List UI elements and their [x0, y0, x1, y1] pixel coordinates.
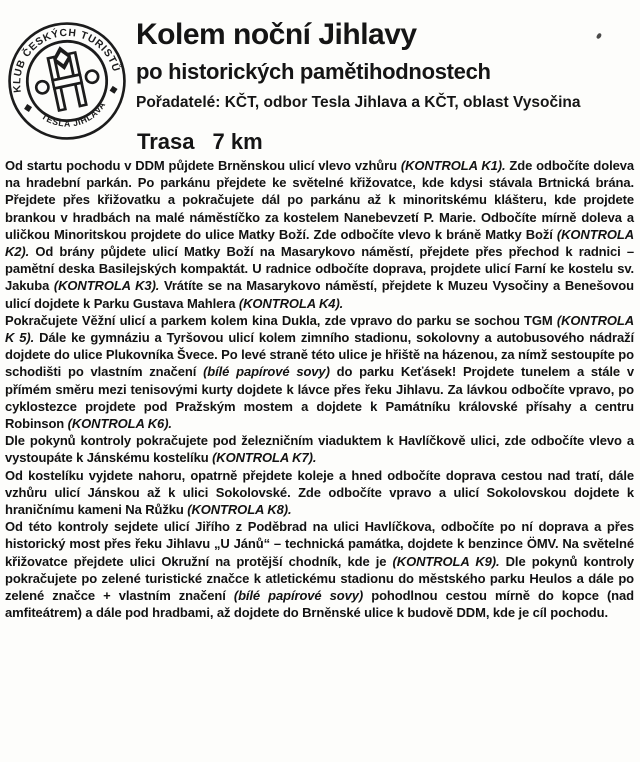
logo-ring-text-bottom: TESLA JIHLAVA: [39, 99, 108, 129]
route-paragraph: [5, 157, 634, 312]
control-point-marker: (KONTROLA K8).: [187, 502, 292, 518]
text-segment: Dle pokynů kontroly pokračujete pod železničním viaduktem k Havlíčkově ulici, zde odbočíte vlevo a vystoupáte k Jánskému kostelíku: [5, 433, 634, 466]
control-point-marker: (KONTROLA K1).: [400, 158, 506, 173]
text-segment: pohodlnou cestou mírně do kopce (nad amfiteátrem) a dále pod hradbami, až dojdete do Brněnské ulice k budově DDM, kde je cíl pochodu.: [5, 588, 634, 621]
control-point-marker: (bílé papírové sovy): [203, 364, 330, 380]
route-paragraph: [5, 467, 634, 519]
route-paragraph: [5, 432, 634, 466]
text-segment: Vrátíte se na Masarykovo náměstí, přejdete k Muzeu Vysočiny a Benešovou ulicí dojdete k Parku Gustava Mahlera: [5, 278, 634, 311]
text-segment: Dále ke gymnáziu a Tyršovou ulicí kolem zimního stadionu, sokolovny a autobusového nádraží dojdete do ulice Plukovníka Švece. Po levé straně této ulice je hřiště na házenou, za nímž sestoupíte po schodišti po vlastním značení: [5, 330, 635, 380]
text-segment: Od této kontroly sejdete ulicí Jiřího z Poděbrad na ulici Havlíčkova, odbočíte po ní doprava a přes historický most přes řeku Jihlavu „U Jánů“ – technická památka, dojdete k benzince ÖMV. Na světelné křižovatce přejdete ulici Okružní na protější chodník, kde je: [5, 519, 634, 569]
organizers-line: Pořadatelé: KČT, odbor Tesla Jihlava a KČT, oblast Vysočina: [136, 94, 581, 111]
page-subtitle: po historických pamětihodnostech: [136, 59, 491, 84]
control-point-marker: (KONTROLA K2).: [5, 226, 634, 260]
route-paragraph: [5, 518, 634, 621]
document-header: [136, 18, 636, 112]
text-segment: Od kostelíku vyjdete nahoru, opatrně přejdete koleje a hned odbočíte doprava cestou nad tratí, dále vzhůru ulicí Jánskou až k ulici Sokolovské. Zde odbočíte vpravo a ulicí Sokolovskou dojdete k hraničnímu kameni Na Růžku: [5, 467, 634, 518]
text-segment: Od startu pochodu v DDM půjdete Brněnskou ulicí vlevo vzhůru: [5, 158, 401, 173]
text-segment: do parku Keťásek! Projdete tunelem a stále v přímém směru mezi tenisovými kurty dojdete k lávce přes řeku Jihlavu. Za lávkou odbočíte vpravo, po cyklostezce projdete pod Pražským mostem a dojdete k Památníku královské přísahy a centru Robinson: [5, 364, 635, 432]
control-point-marker: (KONTROLA K3).: [53, 278, 160, 294]
logo-ring-text-top: KLUB ČESKÝCH TURISTŮ: [12, 27, 122, 94]
route-heading: [137, 129, 263, 155]
control-point-marker: (KONTROLA K4).: [238, 295, 344, 311]
control-point-marker: (bílé papírové sovy): [233, 588, 364, 604]
text-segment: Zde odbočíte doleva na hradební parkán. Po parkánu přejdete ke světelné křižovatce, kde kdysi stávala Brtnická brána. Přejdete přes křižovatku a pokračujete dál po parkánu až k minoritskému klášteru, kde projdete brankou v hradbách na malé náměstíčko za kostelem Nanebevzetí P. Marie. Odbočíte mírně doleva a uličkou Minoritskou projdete do ulice Matky Boží. Zde odbočíte vlevo k bráně Matky Boží: [5, 158, 634, 242]
route-text: [5, 157, 634, 621]
kct-club-logo-emblem: [0, 9, 139, 154]
control-point-marker: (KONTROLA K7).: [212, 450, 317, 466]
route-paragraph: [5, 312, 634, 432]
text-segment: Pokračujete Věžní ulicí a parkem kolem kina Dukla, zde vpravo do parku se sochou TGM: [5, 312, 557, 328]
route-distance: 7 km: [212, 129, 263, 154]
page-title: Kolem noční Jihlavy: [136, 18, 417, 51]
logo-banner-diamond-right: [109, 85, 119, 95]
text-segment: Od brány půjdete ulicí Matky Boží na Masarykovo náměstí, přejdete přes přechod k radnici – pamětní deska Basilejských kompaktát. U radnice odbočíte doprava, projdete ulicí Farní ke kostelu sv. Jakuba: [5, 244, 634, 294]
control-point-marker: (KONTROLA K6).: [67, 416, 172, 432]
kct-club-logo: [0, 9, 139, 154]
route-label: Trasa: [137, 129, 195, 154]
text-segment: Dle pokynů kontroly pokračujete po zelené turistické značce k atletickému stadionu do městského parku Heulos a dále po zelené značce + vlastním značení: [5, 553, 635, 604]
logo-banner-diamond-left: [23, 103, 33, 113]
control-point-marker: (KONTROLA K 5).: [5, 312, 634, 346]
control-point-marker: (KONTROLA K9).: [392, 553, 500, 569]
